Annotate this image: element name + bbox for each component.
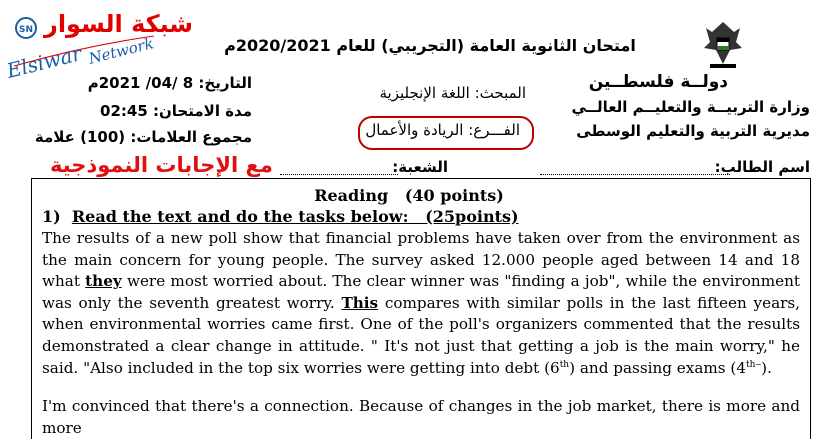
palestine-emblem-icon xyxy=(700,18,746,70)
word-they: they xyxy=(85,272,122,291)
ministry-name: وزارة التربيــة والتعليــم العالــي xyxy=(571,98,810,116)
logo-arabic: شبكة السوار xyxy=(44,10,194,38)
exam-date: التاريخ: 8 /04/ 2021م xyxy=(87,74,252,92)
section-line xyxy=(280,174,398,175)
word-this: This xyxy=(341,293,379,312)
student-name-line xyxy=(540,174,730,175)
task-heading xyxy=(42,207,519,226)
logo-badge: SN xyxy=(18,25,34,35)
total-marks: مجموع العلامات: (100) علامة xyxy=(34,128,252,146)
branch-label: الفـــرع: الريادة والأعمال xyxy=(365,121,520,139)
task-instruction: Read the text and do the tasks below: (25points) xyxy=(71,207,519,226)
student-name-label: اسم الطالب: xyxy=(714,158,810,176)
model-answers-label: مع الإجابات النموذجية xyxy=(50,153,273,177)
subject-label: المبحث: اللغة الإنجليزية xyxy=(379,84,526,102)
logo-latin-left: Elsiwar xyxy=(4,41,85,83)
reading-paragraph-1: The results of a new poll show that financial problems have taken over from the environment as the main concern for young people. The survey asked 12.000 people aged between 14 and 18 what they were most worried about. The clear winner was "finding a job", while the environment was only the seventh greatest worry. This compares with similar polls in the last fifteen years, when environmental worries came first. One of the poll's organizers commented that the results demonstrated a clear change in attitude. " It's not just that getting a job is the main worry," he said. "Also included in the top six worries were getting into debt (6th) and passing exams $(4^{th‒})$. xyxy=(42,229,801,377)
logo-latin-right: Network xyxy=(86,34,156,68)
task-number: 1) xyxy=(42,207,61,226)
directorate-name: مديرية التربية والتعليم الوسطى xyxy=(576,122,810,140)
reading-paragraph-2: I'm convinced that there's a connection. Because of changes in the job market, there is more and more xyxy=(42,397,800,437)
section-label: الشعبة: xyxy=(392,158,448,176)
exam-duration: مدة الامتحان: 02:45 xyxy=(100,102,252,120)
state-name: دولــة فلسطــين xyxy=(588,72,728,92)
exam-title: امتحان الثانوية العامة (التجريبي) للعام 2020/2021م xyxy=(224,36,636,55)
reading-section-title: Reading (40 points) xyxy=(314,186,504,205)
